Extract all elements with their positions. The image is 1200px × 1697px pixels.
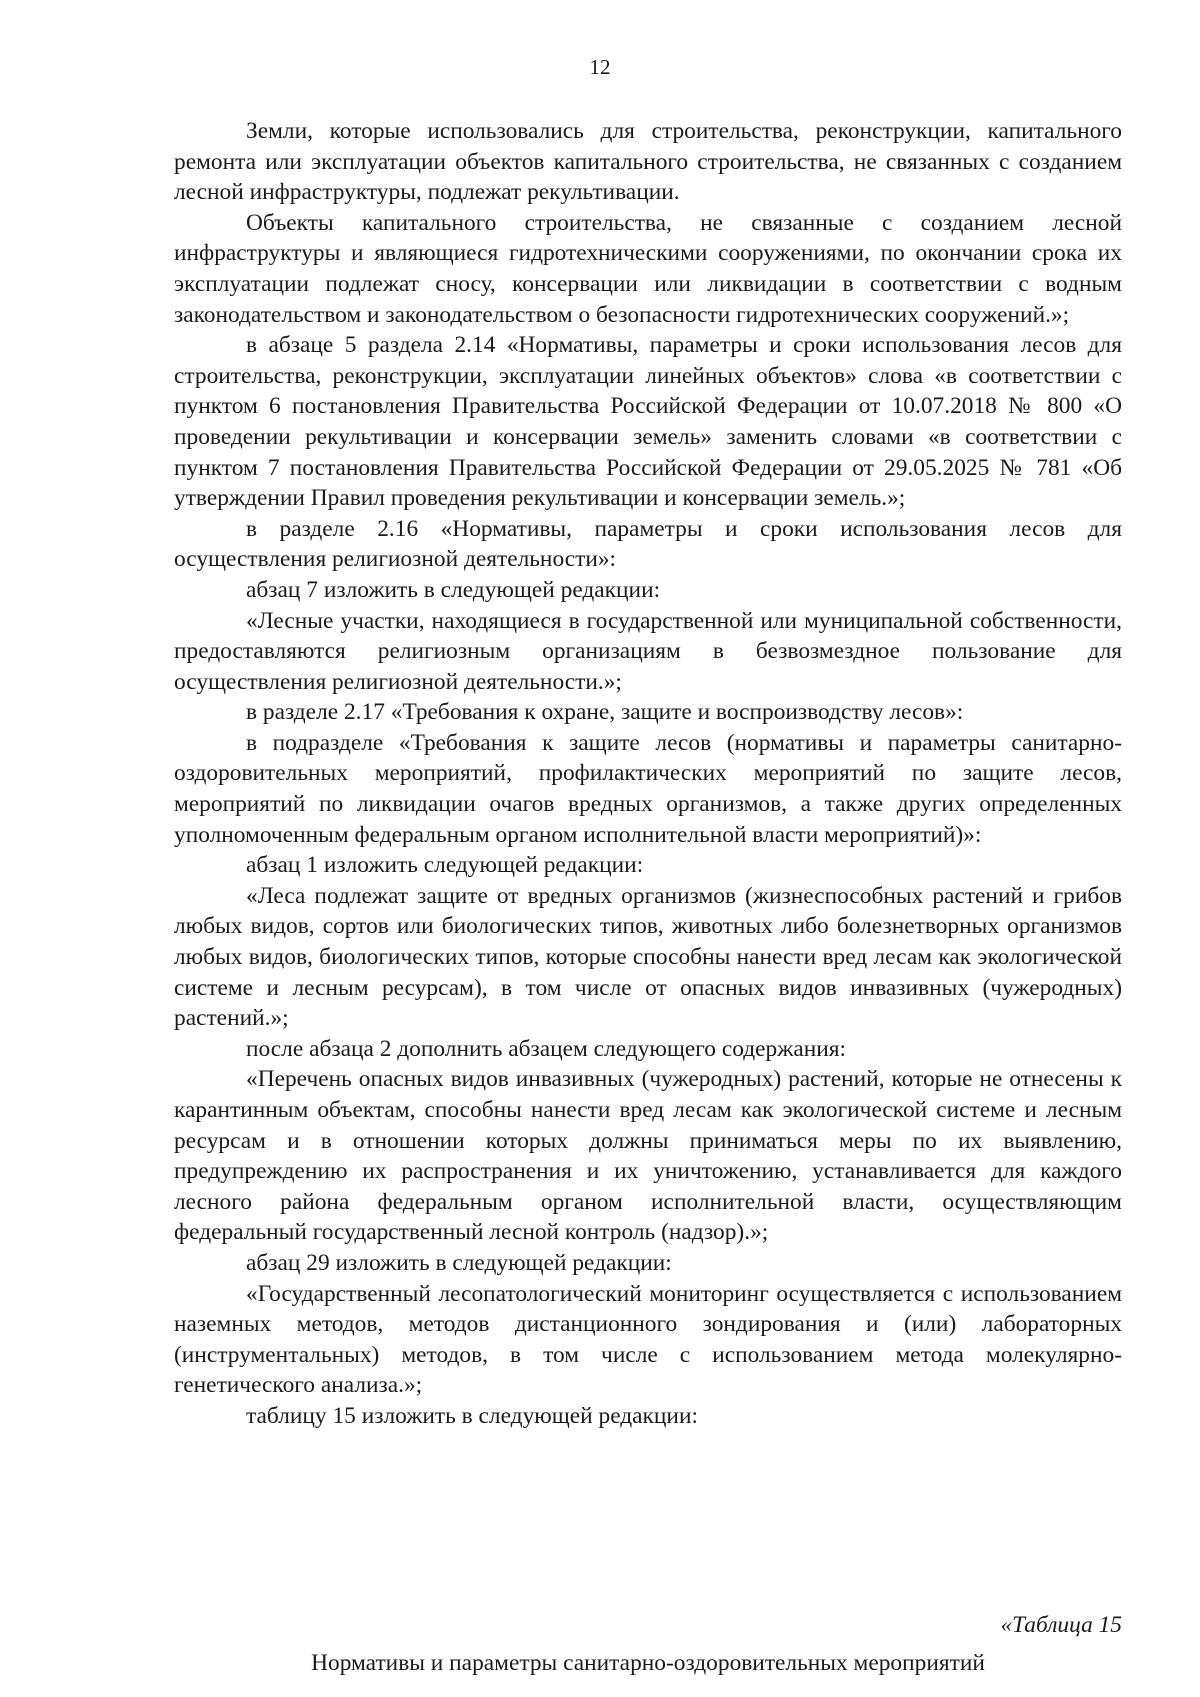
paragraph: в разделе 2.16 «Нормативы, параметры и сроки использования лесов для осуществления религиозной деятельности»: (174, 515, 1122, 573)
paragraph: абзац 7 изложить в следующей редакции: (246, 576, 661, 603)
paragraph: «Леса подлежат защите от вредных организмов (жизнеспособных растений и грибов любых видов, сортов или биологических типов, животных либо болезнетворных организмов любых видов, биологических типов, которые способны нанести вред лесам как экологической системе и лесным ресурсам), в том числе от опасных видов инвазивных (чужеродных) растений.»; (174, 882, 1122, 1032)
paragraph: «Перечень опасных видов инвазивных (чужеродных) растений, которые не отнесены к карантинным объектам, способны нанести вред лесам как экологической системе и лесным ресурсам и в отношении которых должны приниматься меры по их выявлению, предупреждению их распространения и их уничтожению, устанавливается для каждого лесного района федеральным органом исполнительной власти, осуществляющим федеральный государственный лесной контроль (надзор).»; (174, 1066, 1122, 1246)
paragraph: «Лесные участки, находящиеся в государственной или муниципальной собственности, предоставляются религиозным организациям в безвозмездное пользование для осуществления религиозной деятельности.»; (174, 607, 1122, 695)
paragraph: в разделе 2.17 «Требования к охране, защите и воспроизводству лесов»: (246, 699, 964, 726)
paragraph: абзац 1 изложить следующей редакции: (246, 852, 644, 879)
paragraph: после абзаца 2 дополнить абзацем следующего содержания: (246, 1035, 847, 1062)
paragraph: «Государственный лесопатологический мониторинг осуществляется с использованием наземных методов, методов дистанционного зондирования и (или) лабораторных (инструментальных) методов, в том числе с использованием метода молекулярно-генетического анализа.»; (174, 1280, 1122, 1399)
page-number: 12 (589, 55, 611, 79)
paragraph: таблицу 15 изложить в следующей редакции: (246, 1402, 698, 1429)
paragraph: в подразделе «Требования к защите лесов (нормативы и параметры санитарно-оздоровительных мероприятий, профилактических мероприятий по защите лесов, мероприятий по ликвидации очагов вредных организмов, а также других определенных уполномоченным федеральным органом исполнительной власти мероприятий)»: (174, 729, 1122, 848)
paragraph: Земли, которые использовались для строительства, реконструкции, капитального ремонта или эксплуатации объектов капитального строительства, не связанных с созданием лесной инфраструктуры, подлежат рекультивации. (174, 118, 1122, 206)
table-title: Нормативы и параметры санитарно-оздоровительных мероприятий (311, 1650, 985, 1676)
paragraph: в абзаце 5 раздела 2.14 «Нормативы, параметры и сроки использования лесов для строительства, реконструкции, эксплуатации линейных объектов» слова «в соответствии с пунктом 6 постановления Правительства Российской Федерации от 10.07.2018 № 800 «О проведении рекультивации и консервации земель» заменить словами «в соответствии с пунктом 7 постановления Правительства Российской Федерации от 29.05.2025 № 781 «Об утверждении Правил проведения рекультивации и консервации земель.»; (174, 332, 1122, 512)
table-caption-label: «Таблица 15 (1000, 1612, 1122, 1638)
paragraph: абзац 29 изложить в следующей редакции: (246, 1249, 672, 1276)
paragraph: Объекты капитального строительства, не связанные с созданием лесной инфраструктуры и являющиеся гидротехническими сооружениями, по окончании срока их эксплуатации подлежат сносу, консервации или ликвидации в соответствии с водным законодательством и законодательством о безопасности гидротехнических сооружений.»; (174, 209, 1122, 328)
document-body (174, 116, 1122, 1432)
